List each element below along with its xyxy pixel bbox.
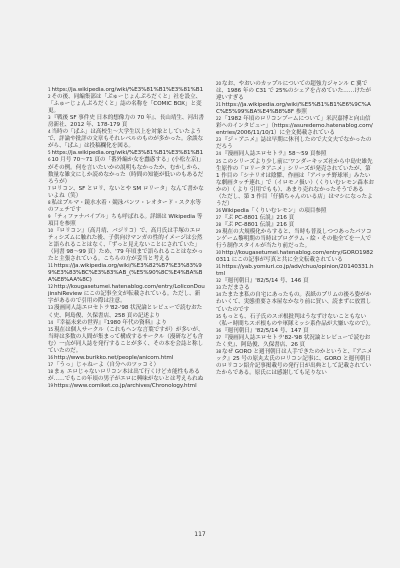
footnote [48,383,205,390]
footnote [48,94,205,115]
footnote-number: 3 [48,115,51,121]
footnote [48,186,205,200]
footnote-number: 21 [216,102,221,108]
page-number: 117 [194,531,206,538]
footnote-number: 16 [48,354,53,360]
footnote-number: 25 [216,158,221,164]
footnote [48,362,205,369]
footnotes-left-column [48,87,205,390]
footnote-number: 1 [48,87,51,92]
footnote-text: http://www.burikko.net/people/anicom.html [54,354,174,361]
footnote-text: http://kougasetumei.hatenablog.com/entry/LoliconDoujinshiReview にこの記事全文が転載されている。ただし、新字があるので引用の際は注意。 [48,284,205,305]
footnote [216,314,374,328]
footnote-number: 20 [216,81,221,86]
footnote-number: 35 [216,313,221,319]
footnote-text: 現在の大規模化からすると、当時も普及しつつあったパソコンゲーム黎明期の当時はプログラム・絵・その他全てを一人で行う制作スタイルが当たり前だった。 [216,228,372,250]
footnote-number: 31 [216,264,221,270]
footnote-text: たまたま私の自宅にあったもの。表紙のプリムの後ろ姿がかわいくて、実態重要さ本屋なかなり前に買い、読まずに放置していたのです [216,292,372,313]
footnote [48,129,205,150]
footnote-text: 当時の「ぱふ」は高校生～大学生以上を対象としていたようで、評論や批評の文章もそれレベルのものが多かった。余談ながら、「ぱふ」は投稿欄化を図る。 [48,129,204,150]
footnote [216,116,374,137]
footnote-number: 14 [48,319,53,325]
footnote-number: 23 [216,137,221,143]
footnote [48,263,205,284]
footnote [216,229,374,250]
footnote-number: 27 [216,214,221,220]
footnote-text: https://yab.yomiuri.co.jp/adv/chuo/opinion/20140331.html [216,264,374,278]
footnote [48,228,205,263]
footnote-text: ただまさる [222,285,250,292]
footnote-number: 11 [48,263,53,269]
footnote [48,305,205,319]
footnote-number: 5 [48,150,51,156]
footnote [48,87,205,94]
footnote-text: https://ja.wikipedia.org/wiki/%E3%81%B1%E3%81%B1 [51,150,204,157]
footnote-number: 22 [216,116,221,122]
footnote-text: 『漫画同人誌エロセトラ』58〜59 頁参照 [222,151,327,158]
footnote [48,200,205,214]
footnote-text: 「1982 年頃のロリコンブームについて」米沢嘉博と向山信彩へのインタビュー」（https://asuredemo.hatenablog.com/entries/2006/11/10/1）に全文掲載されている [216,116,373,137]
footnote [48,214,205,228]
footnote [48,284,205,305]
footnote [216,159,374,208]
footnote [216,222,374,229]
footnote-number: 13 [48,305,53,311]
footnote-text: 『漫画同人誌エロセトラ'82-'98 状況論とレビューで読むおたく史』、阿島俊、久保書店、26 頁 [216,334,371,348]
footnote [216,328,374,335]
footnote-text: 『ジ・アニメ』誌は早期に休刊したので大文夫でなかったのだろう [216,137,372,151]
footnote-number: 4 [48,129,51,135]
footnote-text: まぁ エロじゃないロリコン本は出て行くけどカ能性もあるが……でもこの年頃の男子がエロに興味がないとは考えられぬ [48,368,204,382]
footnote-text: 『ぷ PC-8801 伝説』216 頁 [222,214,295,221]
footnote [48,355,205,362]
footnote-number: 9 [48,213,51,219]
footnote [216,208,374,215]
footnote-number: 17 [48,361,53,367]
footnote-text: ロリコン、SF とロリ、ないとや SM ロリータ」なんて書かないよね（笑） [48,185,204,199]
footnote [216,102,374,116]
footnote-text: 漫画同人誌エロセトラ'82-'98 状況論とレビューで読むおたく史、阿島俊、久保書店、258 頁の記述より [48,305,203,319]
footnote-text: https://ja.wikipedia.org/wiki/%E3%81%B1%E3%81%B1 [51,87,204,93]
footnote-number: 6 [48,157,51,163]
footnote-number: 2 [48,94,51,100]
footnote-text: 「ティファナバイブル」ちも呼ばれる。詳細は Wikipedia 等項目を参照 [48,213,203,227]
footnote-text: 現在は個人サークル（これもヘンな言葉ですが）が多いが、当時は多数の人間が集まって構成するサークル（漫研なども含む）一点が同人誌を発行することが多く、その本を会誌と称していたのだ。 [48,326,204,354]
footnote-number: 30 [216,250,221,256]
footnote-number: 8 [48,199,51,205]
footnote [48,157,205,185]
footnote-text: 『週刊朝日』'82/5/14 号、146 頁 [222,278,309,285]
footnote-number: 38 [216,348,221,354]
footnote-number: 29 [216,228,221,234]
footnote-text: 10 月号 70〜71 頁の「番外編か女を蠢惑する」(小松左京)」がその例。何を言いたいかの説明もなかったか、むかしから、数量な雑文にしか読めなかった（時間の知能が低いのもあるだろうが） [48,157,204,185]
footnote [48,369,205,383]
footnote-text: なお、やおいのカップルについての超強力ジャンル C 翼では、1986 年の C31 で 25%のシェアを占めていた……けたが違いすぎる [216,81,371,102]
footnote [216,151,374,158]
footnotes-right-column [216,81,374,377]
footnote-number: 7 [48,185,51,191]
footnote-number: 33 [216,285,221,291]
footnote-text: 『ロリコン』（高月靖、バジリコ）で、高月氏は手塚のエロティシズムに触れた後、子供向けマンガの性的イメージは公然と語られることはなく、「ずっと見えないことにされていた」（同書 98〜99 頁）ため、'79 年頃まで語られることはなかったと主張されている。こちらの方が妥当と考える [48,227,204,263]
footnote-number: 15 [48,326,53,332]
footnote-number: 12 [48,284,53,290]
footnote-number: 24 [216,151,221,157]
footnote-number: 18 [48,368,53,374]
footnote [48,115,205,129]
footnote-number: 32 [216,278,221,284]
footnote-number: 28 [216,221,221,227]
footnote-number: 19 [48,382,53,388]
footnote [216,81,374,102]
footnote-number: 34 [216,292,221,298]
footnote-text: https://www.comiket.co.jp/archives/Chronology.html [54,382,197,389]
footnote-text: Wikipedia「くりいむレモン」の項目参照 [222,207,327,214]
footnote [216,250,374,264]
footnote-text: 『週刊朝日』'82/5/14 号、147 頁 [222,327,309,334]
footnote-text: http://kougasetumei.hatenablog.com/entry/GORO19820311 にこの記事が写真と共に全文転載されている [216,250,374,264]
footnote [216,264,374,278]
footnote-text: 私はプルマ・鏡水水着・競泳パンツ・レオタード・スク水等のフェチです [48,199,201,213]
footnote [216,137,374,151]
footnote [216,292,374,313]
footnote-number: 10 [48,227,53,233]
footnote-text: https://ja.wikipedia.org/wiki/%E5%B1%B1%E6%9C%AC%E5%99%BA%E4%B8%8F 参照 [216,102,371,116]
footnote [48,320,205,327]
footnote-text: このシリーズより少し前に'ワンダーキッズ社から中島史雄先生原作の「ロリータアニメ」シリーズが発売されていたが、第 1 作目の「シナリオは陰鬱、作画は「アパッチ野球軍」みたいな劇画タッチ連れ」で（イロモノ扱い）（くりいむレモン森本おかの）（ より 引用でもも）、あまり売れなかったそうである（ただし、第 3 作目「仔猫ちゃんのいる店」はマシになったようだ） [216,158,374,207]
footnote-number: 26 [216,207,221,213]
footnote-text: なぜ GORO と週刊朝日は人手できたのかというと、『アニメック』25 号の原丸太氏のロリコン記事に、GORO と週刊朝日のロリコン紹介記事掲載号の発行日が出典として記載されていたからである。原氏には感謝しても足りない [216,348,373,376]
footnote-text: 『ぷ PC-8801 伝説』216 頁 [222,221,295,228]
footnote-text: 『幸福未来の世界』『1980 年代の資料』より [54,319,167,326]
footnote [216,349,374,377]
footnote-text: もっとも、石子氏のスポ根批判はうなずけないこともない（私ー時間ちスポ根ものや軍隊ミッシ系作品が大嫌いなので）。 [216,313,374,327]
footnote-number: 36 [216,327,221,333]
footnote-text: その後、同編集部は「ぷゅーじょんぷろだくと」社を設立、「ふゅーじょんぷろだくと」誌の名称を「COMIC BOX」と変更。 [48,94,202,115]
footnote [48,327,205,355]
footnote-number: 37 [216,334,221,340]
footnote [216,215,374,222]
footnote-text: https://ja.wikipedia.org/wiki/%E3%82%B7%E3%83%99%E3%83%BC%E3%83%AB_(%E5%90%8C%E4%BA%BA%E8%AA%8C) [48,263,203,284]
footnote-text: 『戦後 SF 事件史 日本的想像力の 70 年』、長山靖生、河出書房新社、2012 年、178-179 頁 [48,115,205,129]
footnote [216,335,374,349]
footnote-text: 「うっ」じゃねーよ（自分へのツッコミ） [54,361,160,368]
